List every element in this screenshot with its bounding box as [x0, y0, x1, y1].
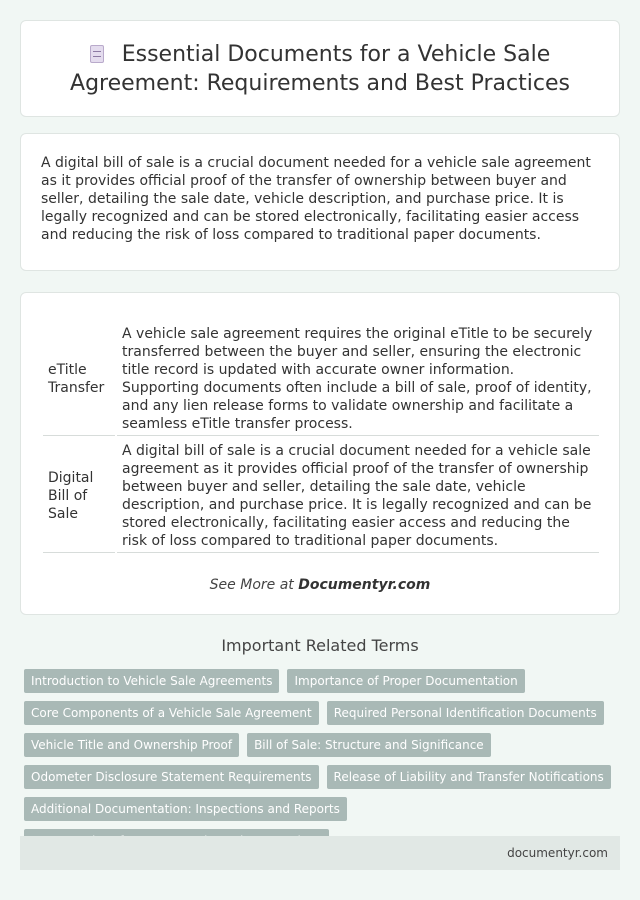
related-term-tag[interactable]: Additional Documentation: Inspections and Reports: [24, 797, 347, 821]
page-title: [41, 40, 599, 98]
see-more: [41, 577, 599, 593]
page-title-text: Essential Documents for a Vehicle Sale Agreement: Requirements and Best Practices: [70, 41, 570, 96]
related-term-tag[interactable]: Required Personal Identification Documents: [327, 701, 604, 725]
related-term-tag[interactable]: Bill of Sale: Structure and Significance: [247, 733, 491, 757]
document-icon: [90, 45, 104, 63]
terms-card: [20, 292, 620, 615]
table-row: [43, 321, 599, 436]
related-terms-list: [20, 669, 620, 853]
title-card: [20, 20, 620, 117]
related-term-tag[interactable]: Vehicle Title and Ownership Proof: [24, 733, 239, 757]
table-row: [43, 438, 599, 553]
related-term-tag[interactable]: Importance of Proper Documentation: [287, 669, 524, 693]
term-cell: eTitle Transfer: [43, 321, 115, 436]
intro-paragraph: A digital bill of sale is a crucial document needed for a vehicle sale agreement as it provides official proof of the transfer of ownership between buyer and seller, detailing the sale date, vehicle description, and purchase price. It is legally recognized and can be stored electronically, facilitating easier access and reducing the risk of loss compared to traditional paper documents.: [41, 155, 591, 243]
see-more-prefix: See More at: [209, 577, 299, 593]
title-wrap: [21, 40, 619, 98]
intro-card: [20, 133, 620, 271]
footer: [20, 836, 620, 870]
terms-table: [41, 319, 601, 555]
related-term-tag[interactable]: Introduction to Vehicle Sale Agreements: [24, 669, 279, 693]
description-cell: A vehicle sale agreement requires the original eTitle to be securely transferred between the buyer and seller, ensuring the electronic title record is updated with accurate owner information. Supporting documents often include a bill of sale, proof of identity, and any lien release forms to validate ownership and facilitate a seamless eTitle transfer process.: [117, 321, 599, 436]
description-cell: A digital bill of sale is a crucial document needed for a vehicle sale agreement as it provides official proof of the transfer of ownership between buyer and seller, detailing the sale date, vehicle description, and purchase price. It is legally recognized and can be stored electronically, facilitating easier access and reducing the risk of loss compared to traditional paper documents.: [117, 438, 599, 553]
see-more-link[interactable]: Documentyr.com: [298, 577, 431, 593]
term-cell: Digital Bill of Sale: [43, 438, 115, 553]
footer-site-link[interactable]: documentyr.com: [507, 846, 608, 860]
related-terms-heading: Important Related Terms: [221, 636, 419, 655]
related-term-tag[interactable]: Core Components of a Vehicle Sale Agreement: [24, 701, 319, 725]
related-term-tag[interactable]: Release of Liability and Transfer Notifications: [327, 765, 611, 789]
related-term-tag[interactable]: Odometer Disclosure Statement Requirements: [24, 765, 319, 789]
